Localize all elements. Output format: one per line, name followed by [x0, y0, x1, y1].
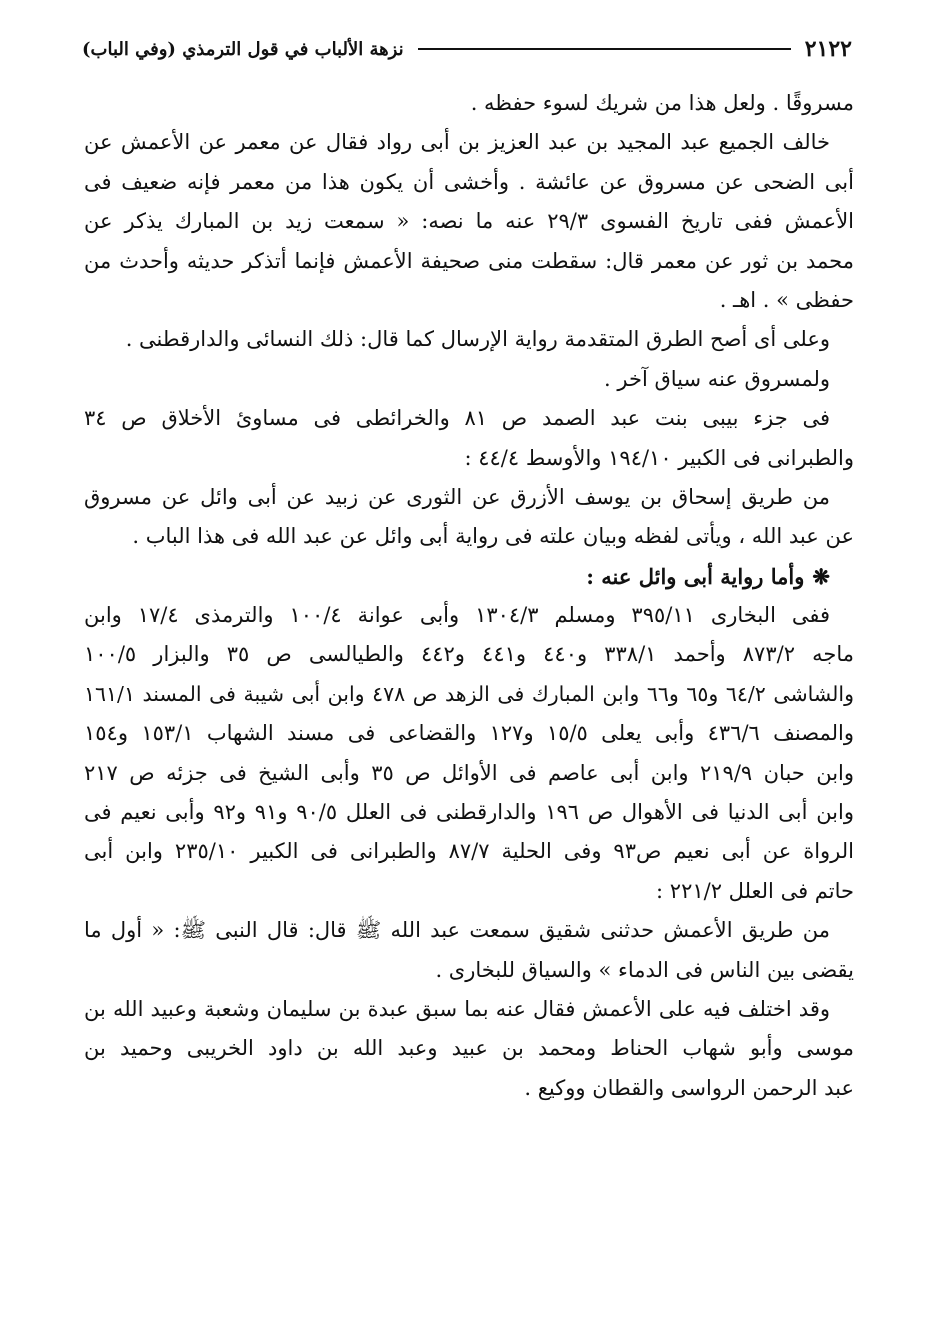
text-line: [84, 754, 854, 793]
text-line-content: ولمسروق عنه سياق آخر .: [604, 366, 830, 391]
text-line: [84, 84, 854, 123]
text-line-content: مسروقًا . ولعل هذا من شريك لسوء حفظه .: [470, 91, 854, 115]
text-line: [84, 163, 854, 202]
text-line: [84, 360, 854, 399]
text-line-content: حفظى » . اهـ .: [719, 287, 854, 312]
text-line-content: موسى وأبو شهاب الحناط ومحمد بن عبيد وعبد الله بن داود الخريبى وحميد بن: [84, 1036, 854, 1061]
text-line-content: عن عبد الله ، ويأتى لفظه وبيان علته فى رواية أبى وائل عن عبد الله فى هذا الباب .: [132, 524, 854, 549]
text-line: [84, 478, 854, 517]
text-line: [84, 714, 854, 753]
text-line-content: وعلى أى أصح الطرق المتقدمة رواية الإرسال كما قال: ذلك النسائى والدارقطنى .: [125, 327, 830, 352]
header-rule: [418, 48, 791, 50]
text-line: [84, 990, 854, 1029]
running-title: نزهة الألباب في قول الترمذي (وفي الباب): [82, 38, 404, 60]
text-line: [84, 635, 854, 674]
page-header: [82, 32, 852, 66]
text-line: [84, 1069, 854, 1108]
text-line-content: محمد بن ثور عن معمر قال: سقطت منى صحيفة الأعمش فإنما أتذكر حديثه وأحدث من: [84, 248, 854, 273]
text-line: [84, 832, 854, 871]
text-line-content: ففى البخارى ٣٩٥/١١ ومسلم ١٣٠٤/٣ وأبى عوانة ١٠٠/٤ والترمذى ١٧/٤ وابن: [84, 603, 830, 628]
text-line-content: عبد الرحمن الرواسى والقطان ووكيع .: [524, 1075, 854, 1100]
text-line-content: حاتم فى العلل ٢٢١/٢ :: [656, 878, 854, 903]
text-line-content: أبى الضحى عن مسروق عن عائشة . وأخشى أن يكون هذا من معمر فإنه ضعيف فى: [84, 169, 854, 194]
text-line-content: من طريق إسحاق بن يوسف الأزرق عن الثورى عن زبيد عن أبى وائل عن مسروق: [84, 484, 830, 509]
text-line-content: من طريق الأعمش حدثنى شقيق سمعت عبد الله ﷺ قال: قال النبى ﷺ: « أول ما: [84, 918, 830, 943]
text-line-content: والمصنف ٤٣٦/٦ وأبى يعلى ١٥/٥ و١٢٧ والقضاعى فى مسند الشهاب ١٥٣/١ و١٥٤: [84, 721, 854, 746]
text-line: [84, 123, 854, 162]
text-line: [84, 951, 854, 990]
text-line-content: وقد اختلف فيه على الأعمش فقال عنه بما سبق عبدة بن سليمان وشعبة وعبيد الله بن: [84, 996, 830, 1021]
text-line-content: والشاشى ٦٤/٢ و٦٥ و٦٦ وابن المبارك فى الزهد ص ٤٧٨ وابن أبى شيبة فى المسند ١٦١/١: [84, 681, 854, 706]
text-line: [84, 872, 854, 911]
text-line: [84, 281, 854, 320]
text-line-content: الأعمش ففى تاريخ الفسوى ٢٩/٣ عنه ما نصه: « سمعت زيد بن المبارك يذكر عن: [84, 209, 854, 234]
text-line: [84, 320, 854, 359]
text-line-content: الرواة عن أبى نعيم ص٩٣ وفى الحلية ٨٧/٧ والطبرانى فى الكبير ٢٣٥/١٠ وابن أبى: [84, 839, 854, 864]
text-line-content: وابن أبى الدنيا فى الأهوال ص ١٩٦ والدارقطنى فى العلل ٩٠/٥ و٩١ و٩٢ وأبى نعيم فى: [84, 800, 854, 825]
text-line: [84, 911, 854, 950]
text-line: [84, 793, 854, 832]
text-line: [84, 242, 854, 281]
text-line-content: فى جزء بيبى بنت عبد الصمد ص ٨١ والخرائطى فى مساوئ الأخلاق ص ٣٤: [84, 406, 830, 431]
text-line: [84, 399, 854, 438]
text-line-content: وابن حبان ٢١٩/٩ وابن أبى عاصم فى الأوائل ص ٣٥ وأبى الشيخ فى جزئه ص ٢١٧: [84, 760, 854, 785]
text-line: [84, 439, 854, 478]
text-line: [84, 202, 854, 241]
text-line-content: والطبرانى فى الكبير ١٩٤/١٠ والأوسط ٤٤/٤ :: [464, 445, 854, 470]
text-line: [84, 517, 854, 556]
text-line-content: خالف الجميع عبد المجيد بن عبد العزيز بن أبى رواد فقال عن معمر عن الأعمش عن: [84, 130, 830, 155]
text-line: [84, 1029, 854, 1068]
text-line-content: يقضى بين الناس فى الدماء » والسياق للبخارى .: [435, 957, 854, 982]
text-line-content: ماجه ٨٧٣/٢ وأحمد ٣٣٨/١ و٤٤٠ و٤٤١ و٤٤٢ والطيالسى ص ٣٥ والبزار ١٠٠/٥: [84, 642, 854, 667]
text-line: [84, 557, 854, 596]
text-line: [84, 596, 854, 635]
page-number: ٢١٢٢: [804, 36, 852, 62]
text-line-content: وأما رواية أبى وائل عنه :: [586, 563, 805, 589]
section-star-icon: ❋: [812, 563, 830, 589]
body-text: [84, 84, 854, 1108]
text-line: [84, 675, 854, 714]
